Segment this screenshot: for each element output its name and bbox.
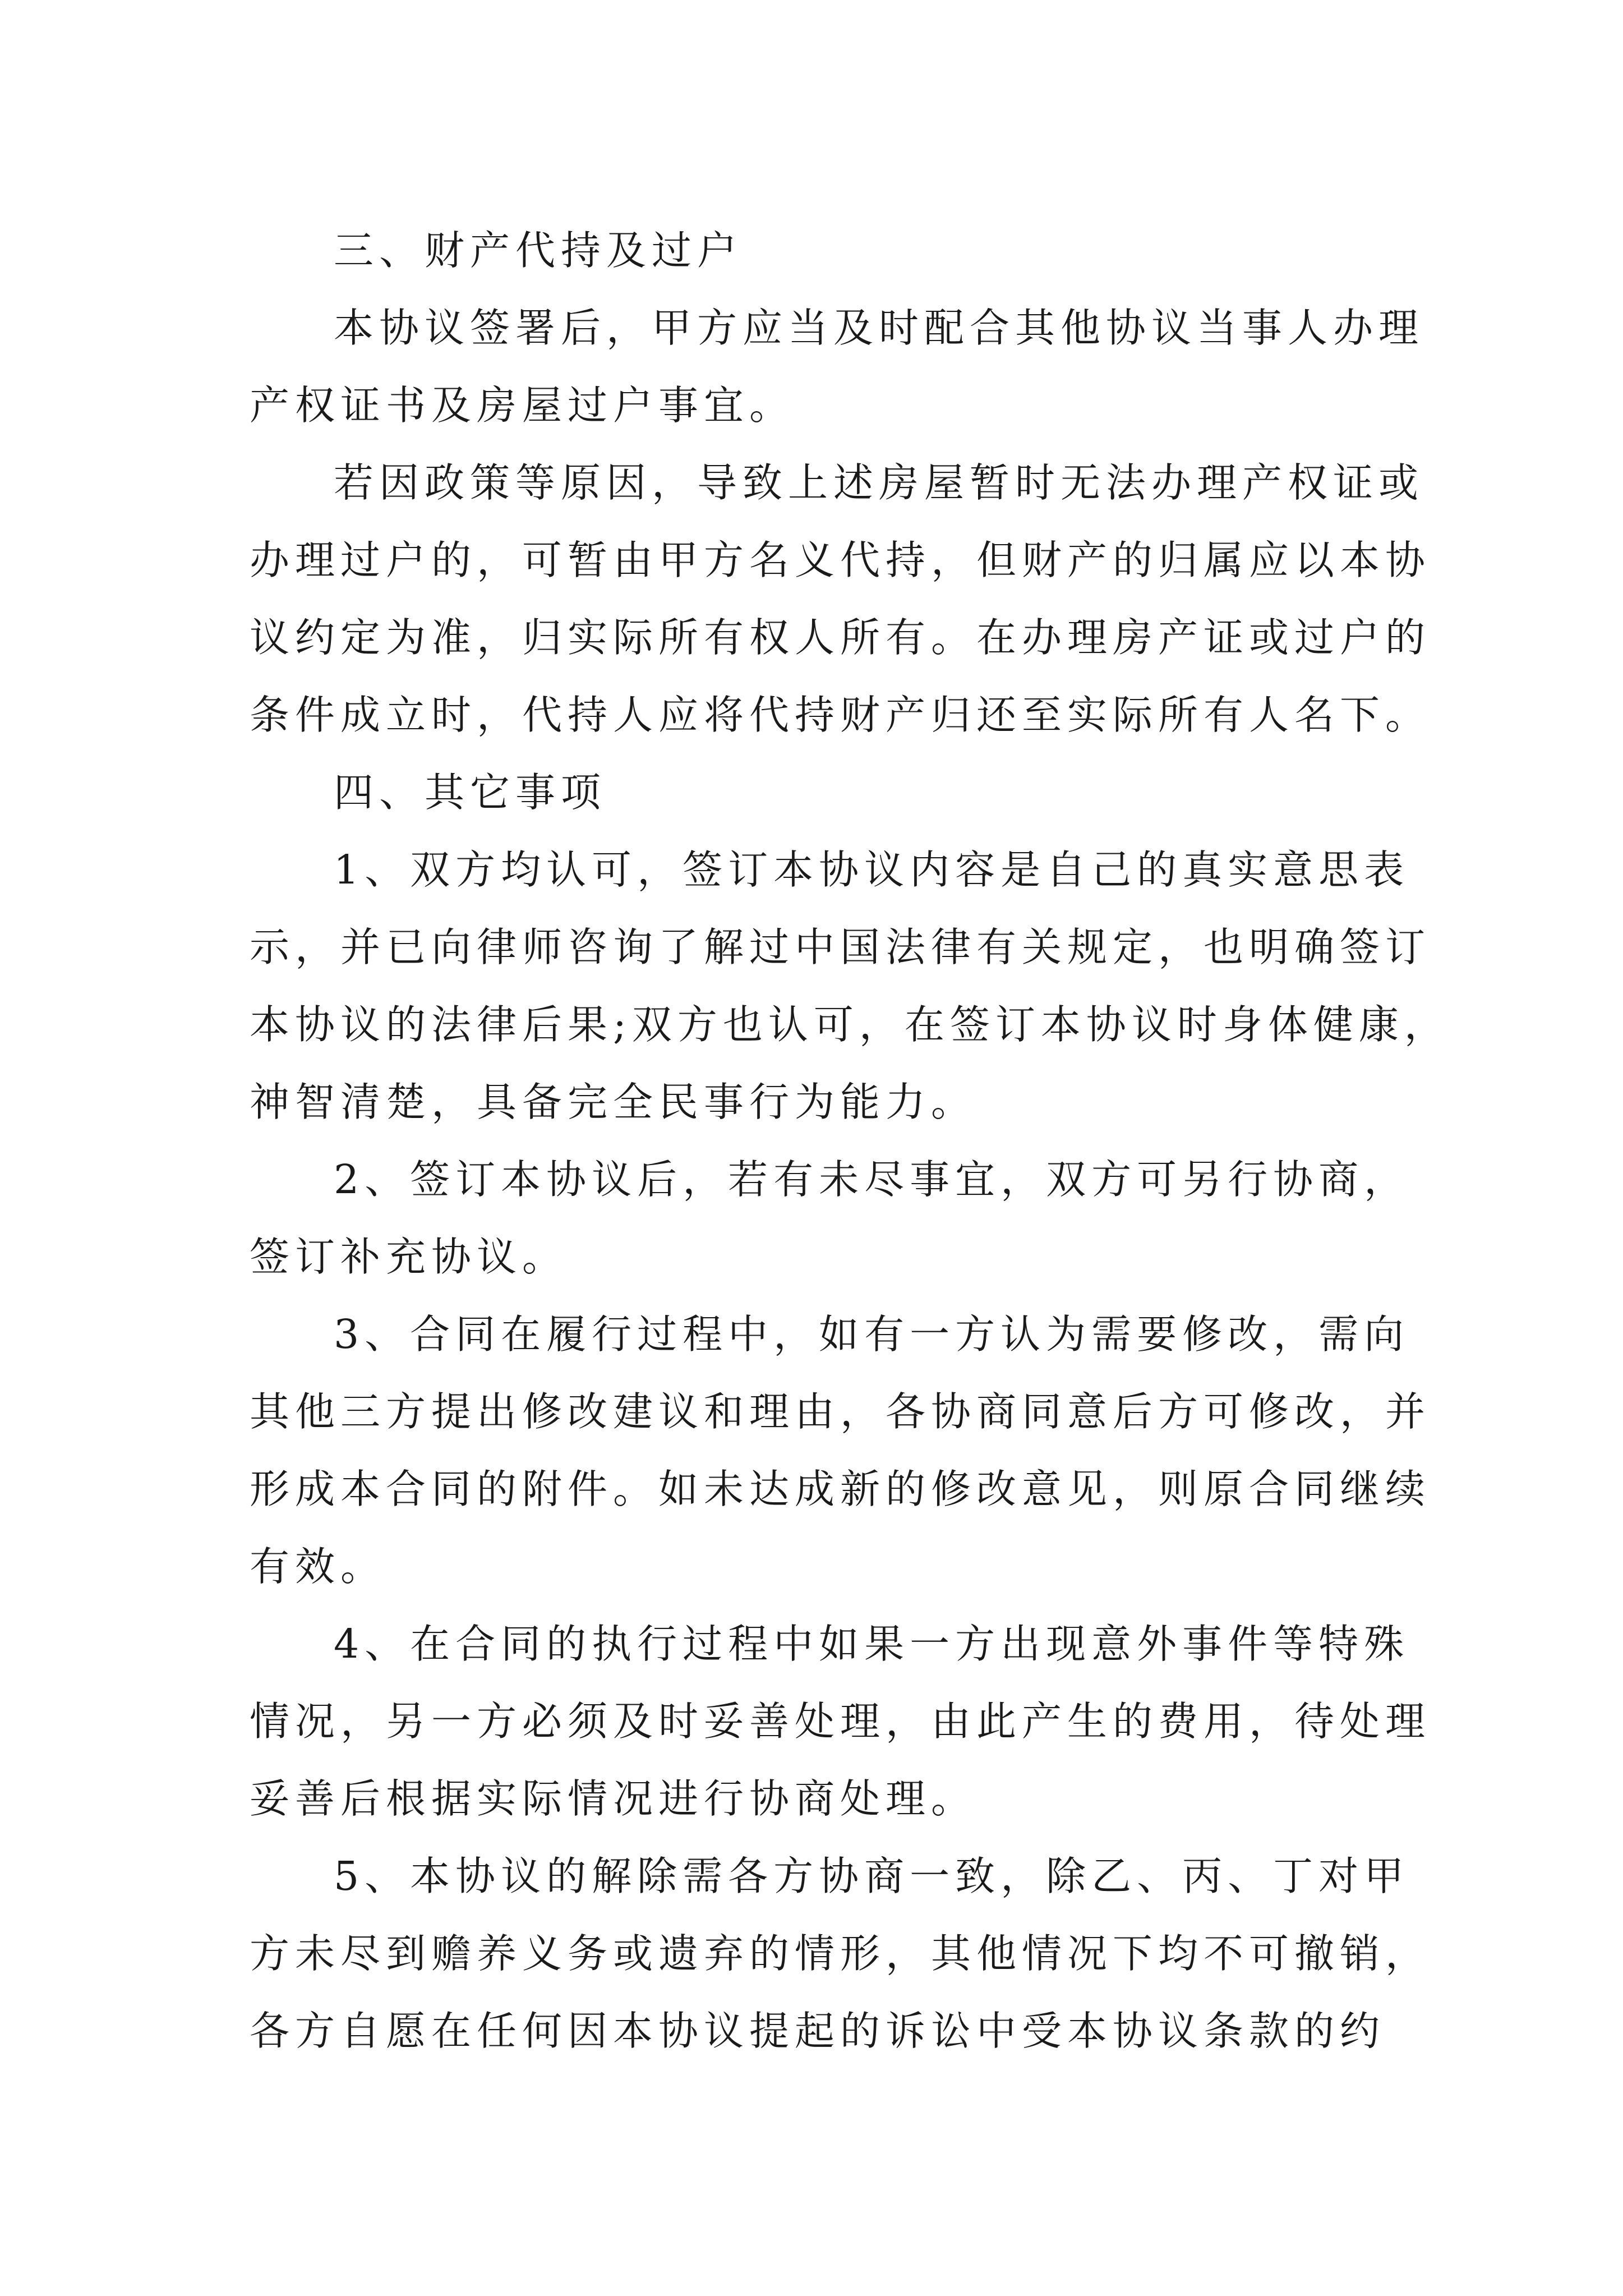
clause-1-line: 本协议的法律后果;双方也认可，在签订本协议时身体健康， [250,1001,1450,1048]
clause-3-line: 有效。 [250,1543,386,1590]
section-heading-3: 三、财产代持及过户 [334,227,743,274]
clause-1-line: 神智清楚，具备完全民事行为能力。 [250,1079,977,1125]
clause-4-line: 4、在合同的执行过程中如果一方出现意外事件等特殊 [334,1621,1410,1667]
clause-3-line: 形成本合同的附件。如未达成新的修改意见，则原合同继续 [250,1466,1431,1512]
clause-5-line: 方未尽到赡养义务或遗弃的情形，其他情况下均不可撤销， [250,1930,1431,1977]
clause-1-line: 示，并已向律师咨询了解过中国法律有关规定，也明确签订 [250,924,1431,970]
paragraph-line: 产权证书及房屋过户事宜。 [250,382,795,429]
paragraph-line: 本协议签署后，甲方应当及时配合其他协议当事人办理 [334,305,1424,351]
clause-3-line: 其他三方提出修改建议和理由，各协商同意后方可修改，并 [250,1388,1431,1435]
paragraph-line: 办理过户的，可暂由甲方名义代持，但财产的归属应以本协 [250,537,1431,583]
clause-5-line: 5、本协议的解除需各方协商一致，除乙、丙、丁对甲 [334,1853,1410,1899]
document-body [250,212,1450,2070]
clause-4-line: 妥善后根据实际情况进行协商处理。 [250,1775,977,1822]
paragraph-line: 若因政策等原因，导致上述房屋暂时无法办理产权证或 [334,459,1424,506]
clause-2-line: 签订补充协议。 [250,1234,568,1280]
clause-2-line: 2、签订本协议后，若有未尽事宜，双方可另行协商， [334,1156,1410,1203]
paragraph-line: 议约定为准，归实际所有权人所有。在办理房产证或过户的 [250,614,1431,661]
paragraph-line: 条件成立时，代持人应将代持财产归还至实际所有人名下。 [250,692,1431,738]
clause-5-line: 各方自愿在任何因本协议提起的诉讼中受本协议条款的约 [250,2008,1386,2054]
clause-1-line: 1、双方均认可，签订本协议内容是自己的真实意思表 [334,846,1410,893]
section-heading-4: 四、其它事项 [334,769,607,816]
clause-4-line: 情况，另一方必须及时妥善处理，由此产生的费用，待处理 [250,1698,1431,1745]
clause-3-line: 3、合同在履行过程中，如有一方认为需要修改，需向 [334,1311,1410,1358]
